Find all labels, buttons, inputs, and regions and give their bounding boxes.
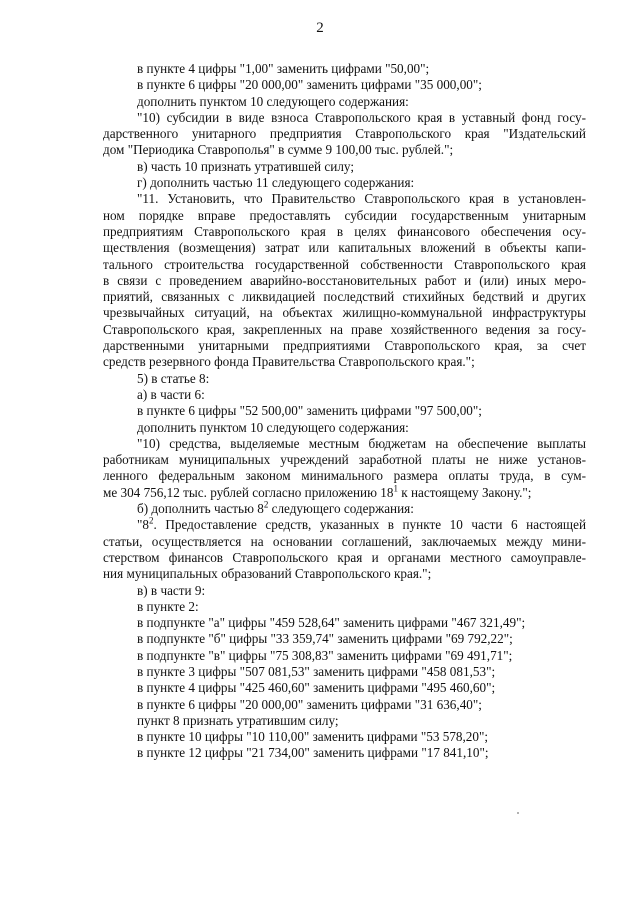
text-line: "10) субсидии в виде взноса Ставропольского края в уставный фонд госу- — [137, 109, 586, 125]
text-line — [103, 501, 586, 517]
text-line: средств резервного фонда Правительства Ставропольского края."; — [103, 354, 475, 370]
superscript: 2 — [148, 515, 154, 526]
text-line: в пункте 4 цифры "425 460,60" заменить цифрами "495 460,60"; — [137, 680, 496, 696]
text-line: в пункте 6 цифры "20 000,00" заменить цифрами "35 000,00"; — [137, 77, 482, 93]
text-line: в) часть 10 признать утратившей силу; — [137, 158, 354, 174]
text-line: работникам муниципальных учреждений заработной платы не ниже установ- — [103, 452, 586, 468]
text-line: пункт 8 признать утратившим силу; — [137, 712, 339, 728]
text-line: дополнить пунктом 10 следующего содержания: — [137, 93, 409, 109]
text-line: ния муниципальных образований Ставропольского края."; — [103, 566, 432, 582]
text-segment: ме 304 756,12 тыс. рублей согласно приложению 18 — [103, 484, 394, 500]
text-line — [103, 517, 586, 533]
page-number: 2 — [316, 20, 324, 36]
text-line: ществления (возмещения) затрат или капитальных вложений в объекты капи- — [103, 240, 586, 256]
text-line: тального строительства государственной собственности Ставропольского края — [103, 256, 586, 272]
text-line: в пункте 3 цифры "507 081,53" заменить цифрами "458 081,53"; — [137, 663, 496, 679]
text-line: стерством финансов Ставропольского края и органами местного самоуправле- — [103, 549, 586, 565]
text-line: в) в части 9: — [137, 582, 206, 598]
text-line: дополнить пунктом 10 следующего содержания: — [137, 419, 409, 435]
text-line: в пункте 4 цифры "1,00" заменить цифрами "50,00"; — [137, 61, 430, 76]
text-line: а) в части 6: — [137, 386, 205, 402]
text-line: "11. Установить, что Правительство Ставропольского края в установлен- — [137, 191, 586, 207]
text-line: статьи, осуществляется на основании соглашений, заключаемых между мини- — [103, 533, 586, 549]
document-body — [103, 61, 586, 762]
text-line: дом "Периодика Ставрополья" в сумме 9 100,00 тыс. рублей."; — [103, 142, 454, 158]
text-segment: б) дополнить частью 8 — [137, 501, 264, 517]
text-line: "10) средства, выделяемые местным бюджетам на обеспечение выплаты — [137, 435, 586, 451]
text-line: в связи с проведением аварийно-восстановительных работ и (или) иных меро- — [103, 272, 586, 288]
superscript: 2 — [263, 499, 269, 510]
text-segment: следующего содержания: — [268, 501, 414, 517]
text-line: в пункте 2: — [137, 598, 199, 614]
text-line: ном порядке вправе предоставлять субсидии государственным унитарным — [103, 207, 586, 223]
text-line: 5) в статье 8: — [137, 370, 210, 386]
scan-speck — [517, 812, 519, 814]
text-line: ленного федеральным законом минимального размера оплаты труда, в сум- — [103, 468, 586, 484]
text-line: в подпункте "б" цифры "33 359,74" заменить цифрами "69 792,22"; — [137, 631, 513, 647]
text-line: г) дополнить частью 11 следующего содержания: — [137, 175, 415, 191]
text-segment: к настоящему Закону."; — [397, 484, 532, 500]
text-line: Ставропольского края, закрепленных на праве хозяйственного ведения за госу- — [103, 321, 586, 337]
text-line: предприятиям Ставропольского края в целях финансового обеспечения осу- — [103, 223, 586, 239]
text-line: в подпункте "в" цифры "75 308,83" заменить цифрами "69 491,71"; — [137, 647, 513, 663]
text-line: дарственного унитарного предприятия Ставропольского края "Издательский — [103, 126, 586, 142]
text-line: приятий, связанных с ликвидацией последствий стихийных бедствий и других — [103, 289, 586, 305]
text-line — [103, 485, 586, 501]
superscript: 1 — [393, 483, 398, 494]
text-line: в пункте 6 цифры "52 500,00" заменить цифрами "97 500,00"; — [137, 403, 482, 419]
text-line: в пункте 10 цифры "10 110,00" заменить цифрами "53 578,20"; — [137, 729, 489, 745]
text-line: в пункте 6 цифры "20 000,00" заменить цифрами "31 636,40"; — [137, 696, 482, 712]
text-line: чрезвычайных ситуаций, на объектах жилищно-коммунальной инфраструктуры — [103, 305, 586, 321]
text-line: в пункте 12 цифры "21 734,00" заменить цифрами "17 841,10"; — [137, 745, 489, 761]
text-line: дарственными унитарными предприятиями Ставропольского края, за счет — [103, 338, 586, 354]
text-line: в подпункте "а" цифры "459 528,64" заменить цифрами "467 321,49"; — [137, 615, 526, 631]
text-segment: "8 — [137, 517, 149, 533]
text-segment: . Предоставление средств, указанных в пункте 10 части 6 настоящей — [153, 517, 586, 533]
